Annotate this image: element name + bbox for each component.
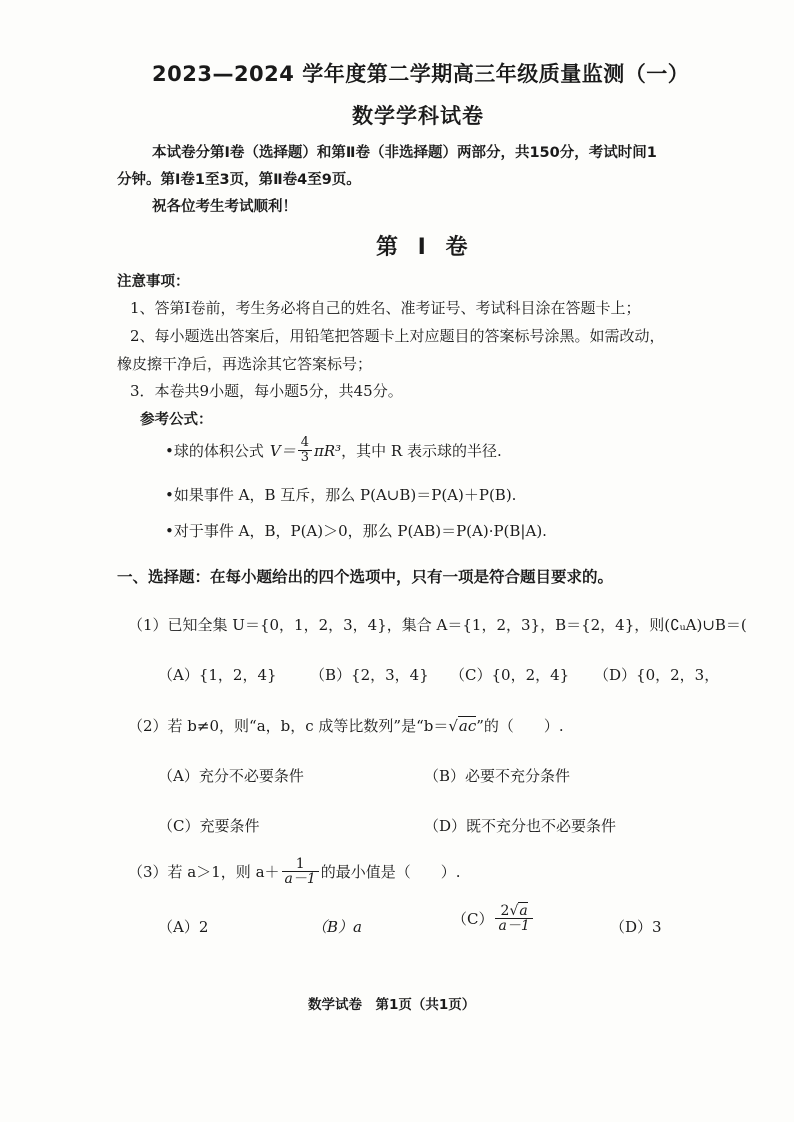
question-3-option-d: （D）3 bbox=[610, 918, 662, 936]
formula-1-numerator: 4 bbox=[300, 435, 309, 450]
question-3-option-c-numerator: 2√a bbox=[500, 903, 528, 919]
question-3-option-c-label: （C） bbox=[452, 910, 494, 928]
formula-mutually-exclusive: •如果事件 A，B 互斥，那么 P(A∪B)＝P(A)＋P(B). bbox=[165, 486, 517, 504]
question-2-option-d: （D）既不充分也不必要条件 bbox=[424, 817, 617, 835]
question-3-fraction bbox=[282, 857, 319, 886]
question-1-stem: （1）已知全集 U＝{0，1，2，3，4}，集合 A＝{1，2，3}，B＝{2，4}，则(∁ᵤA)∪B＝( bbox=[128, 616, 747, 634]
option-c-num-radicand: a bbox=[519, 903, 528, 919]
question-3-option-c bbox=[452, 904, 535, 933]
exam-title: 2023—2024 学年度第二学期高三年级质量监测（一） bbox=[152, 62, 690, 86]
page-footer: 数学试卷 第1页（共1页） bbox=[308, 997, 476, 1013]
question-1-option-d: （D）{0，2，3， bbox=[594, 666, 720, 684]
question-2-stem-pre: （2）若 b≠0，则“a，b，c 成等比数列”是“b＝ bbox=[128, 717, 449, 735]
question-3-denominator: a－1 bbox=[282, 871, 319, 886]
formula-conditional-probability: •对于事件 A，B，P(A)＞0，那么 P(AB)＝P(A)·P(B|A). bbox=[165, 522, 547, 540]
formula-1-prefix: •球的体积公式 bbox=[165, 442, 264, 460]
formula-1-fraction bbox=[298, 436, 312, 465]
question-2-stem bbox=[128, 715, 564, 736]
question-2-option-a: （A）充分不必要条件 bbox=[158, 767, 304, 785]
question-3-stem-pre: （3）若 a＞1，则 a＋ bbox=[128, 863, 280, 881]
notes-item-2b: 橡皮擦干净后，再选涂其它答案标号； bbox=[117, 355, 373, 373]
formula-1-suffix: ，其中 R 表示球的半径. bbox=[341, 442, 502, 460]
question-3-option-c-denominator: a－1 bbox=[495, 918, 532, 933]
option-c-num-coeff: 2 bbox=[500, 903, 510, 919]
question-3-option-a: （A）2 bbox=[158, 918, 209, 936]
question-1-option-a: （A）{1，2，4} bbox=[158, 666, 277, 684]
question-3-option-b: （B）a bbox=[312, 918, 362, 936]
formula-1-denominator: 3 bbox=[298, 450, 312, 465]
section-title: 第 Ⅰ 卷 bbox=[376, 235, 474, 260]
question-3-stem-post: 的最小值是（ ）. bbox=[320, 863, 461, 881]
exam-subtitle: 数学学科试卷 bbox=[352, 104, 484, 128]
formula-sphere-volume bbox=[165, 436, 502, 465]
question-3-numerator: 1 bbox=[295, 856, 305, 872]
part1-heading: 一、选择题：在每小题给出的四个选项中，只有一项是符合题目要求的。 bbox=[117, 568, 614, 586]
notes-heading: 注意事项： bbox=[117, 274, 190, 290]
question-1-option-b: （B）{2，3，4} bbox=[310, 666, 429, 684]
notes-item-2a: 2、每小题选出答案后，用铅笔把答题卡上对应题目的答案标号涂黑。如需改动， bbox=[130, 327, 665, 345]
question-1-option-c: （C）{0，2，4} bbox=[450, 666, 570, 684]
notes-item-3: 3．本卷共9小题，每小题5分，共45分。 bbox=[130, 382, 403, 400]
formulas-heading: 参考公式： bbox=[140, 412, 213, 428]
question-2-sqrt-ac: ac bbox=[458, 717, 477, 735]
question-2-option-c: （C）充要条件 bbox=[158, 817, 260, 835]
intro-line-1: 本试卷分第Ⅰ卷（选择题）和第Ⅱ卷（非选择题）两部分，共150分，考试时间1 bbox=[152, 145, 657, 161]
intro-line-2: 分钟。第Ⅰ卷1至3页，第Ⅱ卷4至9页。 bbox=[117, 172, 361, 188]
question-2-option-b: （B）必要不充分条件 bbox=[424, 767, 571, 785]
sqrt-symbol: √ bbox=[448, 716, 458, 735]
question-2-stem-post: ”的（ ）. bbox=[476, 717, 564, 735]
intro-line-3: 祝各位考生考试顺利！ bbox=[152, 199, 297, 215]
formula-1-rhs: πR³ bbox=[313, 441, 342, 460]
question-3-option-c-fraction bbox=[495, 904, 532, 933]
question-3-stem bbox=[128, 857, 461, 886]
notes-item-1: 1、答第Ⅰ卷前，考生务必将自己的姓名、准考证号、考试科目涂在答题卡上； bbox=[130, 299, 641, 317]
formula-1-lhs: V＝ bbox=[269, 442, 296, 460]
